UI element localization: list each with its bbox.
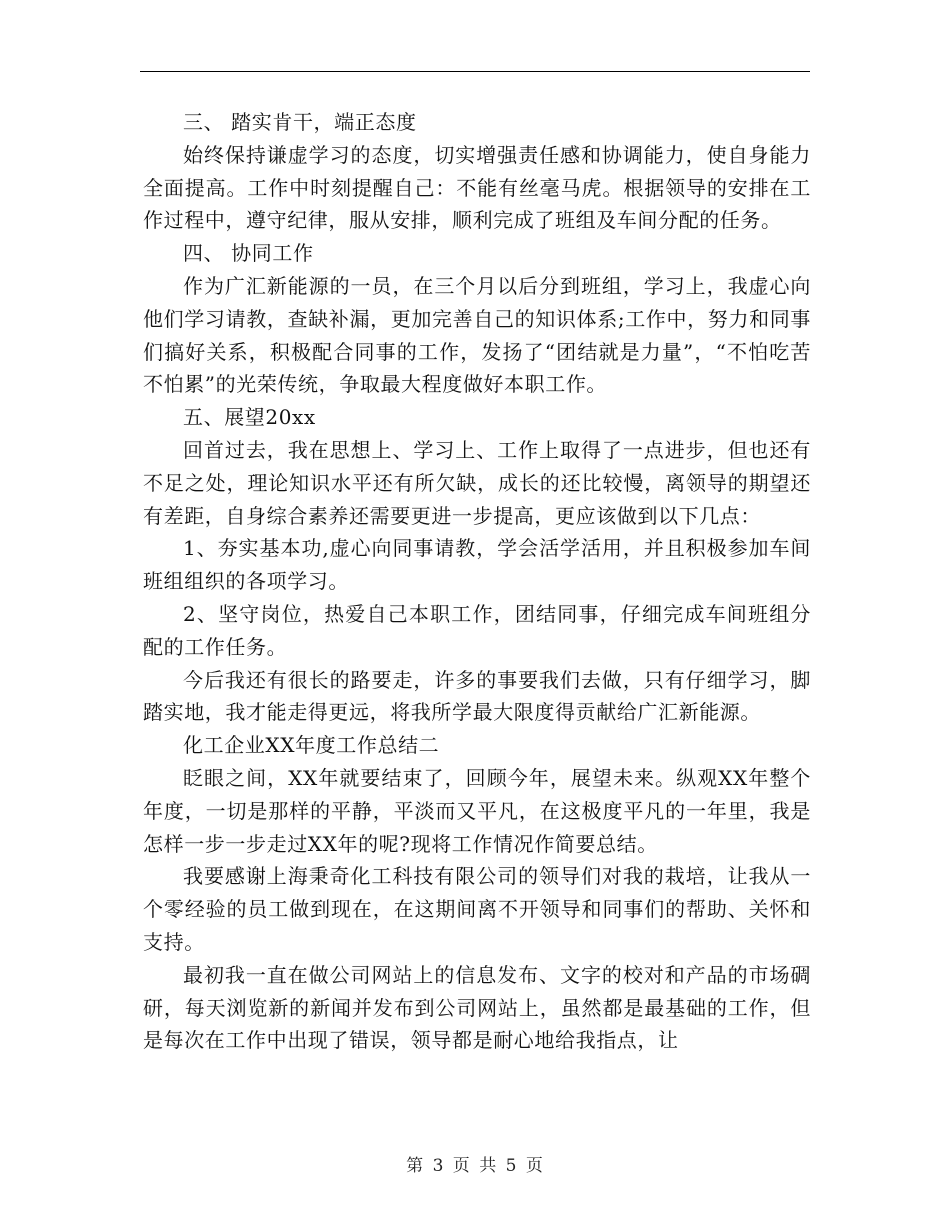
paragraph: 回首过去，我在思想上、学习上、工作上取得了一点进步，但也还有不足之处，理论知识水平还有所欠缺，成长的还比较慢，离领导的期望还有差距，自身综合素养还需要更进一步提高，更应该做到以下几点： xyxy=(143,437,811,528)
paragraph: 始终保持谦虚学习的态度，切实增强责任感和协调能力，使自身能力全面提高。工作中时刻提醒自己：不能有丝毫马虎。根据领导的安排在工作过程中，遵守纪律，服从安排，顺利完成了班组及车间分配的任务。 xyxy=(143,142,811,233)
section-heading-4: 四、 协同工作 xyxy=(183,241,314,266)
document-body xyxy=(143,106,811,1057)
paragraph: 眨眼之间，XX年就要结束了，回顾今年，展望未来。纵观XX年整个年度，一切是那样的平静，平淡而又平凡，在这极度平凡的一年里，我是怎样一步一步走过XX年的呢?现将工作情况作简要总结。 xyxy=(143,765,811,856)
section-heading-5: 五、展望20xx xyxy=(183,405,316,430)
paragraph: 我要感谢上海秉奇化工科技有限公司的领导们对我的栽培，让我从一个零经验的员工做到现在，在这期间离不开领导和同事们的帮助、关怀和支持。 xyxy=(143,864,811,954)
paragraph: 今后我还有很长的路要走，许多的事要我们去做，只有仔细学习，脚踏实地，我才能走得更远，将我所学最大限度得贡献给广汇新能源。 xyxy=(143,667,811,725)
list-item: 1、夯实基本功,虚心向同事请教，学会活学活用，并且积极参加车间班组组织的各项学习。 xyxy=(143,536,811,594)
section-heading-3: 三、 踏实肯干，端正态度 xyxy=(183,110,417,134)
paragraph: 最初我一直在做公司网站上的信息发布、文字的校对和产品的市场碉研，每天浏览新的新闻并发布到公司网站上，虽然都是最基础的工作，但是每次在工作中出现了错误，领导都是耐心地给我指点，让 xyxy=(143,962,811,1053)
document-subtitle: 化工企业XX年度工作总结二 xyxy=(183,733,440,758)
header-rule xyxy=(140,71,810,72)
page-number: 第 3 页 共 5 页 xyxy=(406,1156,544,1176)
list-item: 2、坚守岗位，热爱自己本职工作，团结同事，仔细完成车间班组分配的工作任务。 xyxy=(143,601,811,659)
paragraph: 作为广汇新能源的一员，在三个月以后分到班组，学习上，我虚心向他们学习请教，查缺补漏，更加完善自己的知识体系;工作中，努力和同事们搞好关系，积极配合同事的工作，发扬了“团结就是力量”，“不怕吃苦不怕累”的光荣传统，争取最大程度做好本职工作。 xyxy=(143,273,811,397)
